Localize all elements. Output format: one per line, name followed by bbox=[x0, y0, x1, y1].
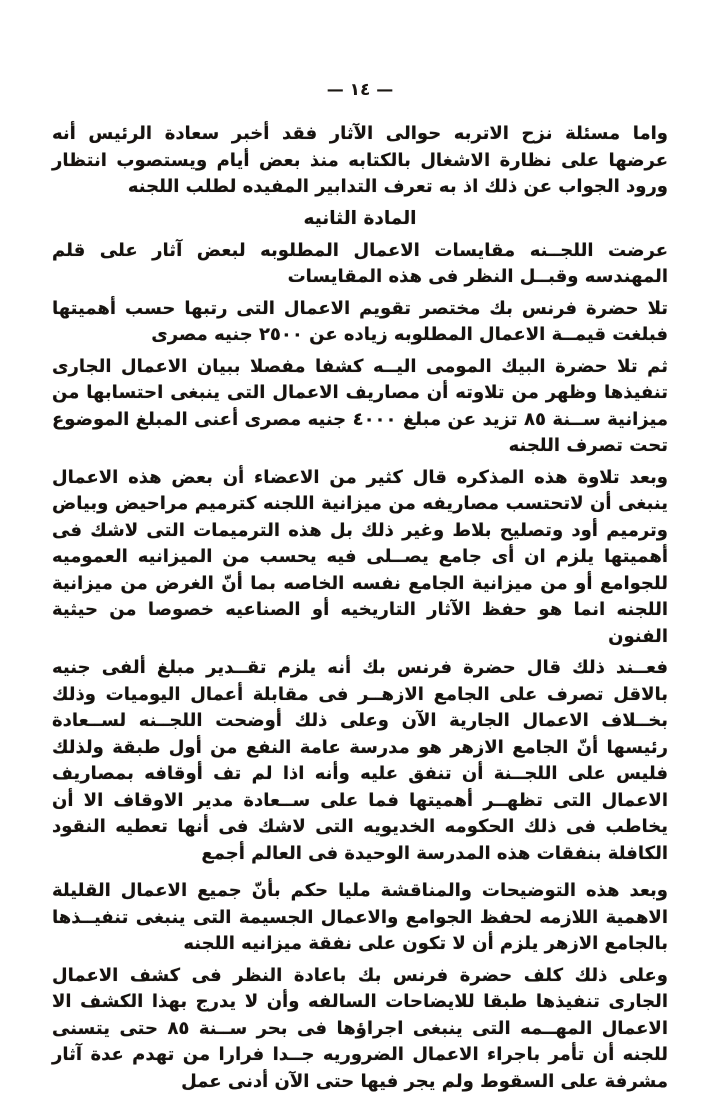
section-heading: المادة الثانيه bbox=[303, 207, 417, 229]
paragraph-2: عرضت اللجــنه مقايسات الاعمال المطلوبه لبعض آثار على قلم المهندسه وقبــل النظر فى هذه المقايسات bbox=[52, 239, 668, 287]
paragraph-3: تلا حضرة فرنس بك مختصر تقويم الاعمال التى رتبها حسب أهميتها فبلغت قيمــة الاعمال المطلوبه زياده عن ٢٥٠٠ جنيه مصرى bbox=[52, 297, 668, 345]
paragraph-1: واما مسئلة نزح الاتربه حوالى الآثار فقد أخبر سعادة الرئيس أنه عرضها على نظارة الاشغال بالكتابه منذ بعض أيام ويستصوب انتظار ورود الجواب عن ذلك اذ به تعرف التدابير المفيده لطلب اللجنه bbox=[52, 123, 668, 197]
paragraph-7: وبعد هذه التوضيحات والمناقشة مليا حكم بأنّ جميع الاعمال القليلة الاهمية اللازمه لحفظ الجوامع والاعمال الجسيمة التى ينبغى تنفيــذها بالجامع الازهر يلزم أن لا تكون على نفقة ميزانيه اللجنه bbox=[52, 880, 668, 954]
page-content bbox=[52, 121, 668, 1100]
paragraph-6: فعــند ذلك قال حضرة فرنس بك أنه يلزم تقــدير مبلغ ألفى جنيه بالاقل تصرف على الجامع الازهــر فى مقابلة أعمال اليوميات وذلك بخــلاف الاعمال الجارية الآن وعلى ذلك أوضحت اللجــنه لســعادة رئيسها أنّ الجامع الازهر هو مدرسة عامة النفع من أول طبقة ولذلك فليس على اللجــنة أن تنفق عليه وأنه اذا لم تف أوقافه بمصاريف الاعمال التى تظهــر أهميتها فما على ســعادة مدير الاوقاف الا أن يخاطب فى ذلك الحكومه الخديويه التى لاشك فى أنها تعطيه النقود الكافلة بنفقات هذه المدرسة الوحيدة فى العالم أجمع bbox=[52, 657, 668, 864]
paragraph-4: ثم تلا حضرة البيك المومى اليــه كشفا مفصلا ببيان الاعمال الجارى تنفيذها وظهر من تلاوته أن مصاريف الاعمال التى ينبغى احتسابها من ميزانية ســنة ٨٥ تزيد عن مبلغ ٤٠٠٠ جنيه مصرى أعنى المبلغ الموضوع تحت تصرف اللجنه bbox=[52, 355, 668, 456]
paragraph-5: وبعد تلاوة هذه المذكره قال كثير من الاعضاء أن بعض هذه الاعمال ينبغى أن لاتحتسب مصاريفه من ميزانية اللجنه كترميم مراحيض وبياض وترميم أود وتصليح بلاط وغير ذلك بل هذه الترميمات التى لاشك فى أهميتها يلزم ان أى جامع يصــلى فيه يحسب من الميزانيه العموميه للجوامع أو من ميزانية الجامع نفسه الخاصه بما أنّ الغرض من ميزانية اللجنه انما هو حفظ الآثار التاريخيه أو الصناعيه خصوصا من حيثية الفنون bbox=[52, 466, 668, 647]
paragraph-8: وعلى ذلك كلف حضرة فرنس بك باعادة النظر فى كشف الاعمال الجارى تنفيذها طبقا للايضاحات السالفه وأن لا يدرج بهذا الكشف الا الاعمال المهــمه التى ينبغى اجراؤها فى بحر ســنة ٨٥ حتى يتسنى للجنه أن تأمر باجراء الاعمال الضروريه جــدا فرارا من تهدم عدة آثار مشرفة على السقوط ولم يجر فيها حتى الآن أدنى عمل bbox=[52, 964, 669, 1092]
page-number: — ١٤ — bbox=[326, 80, 394, 100]
